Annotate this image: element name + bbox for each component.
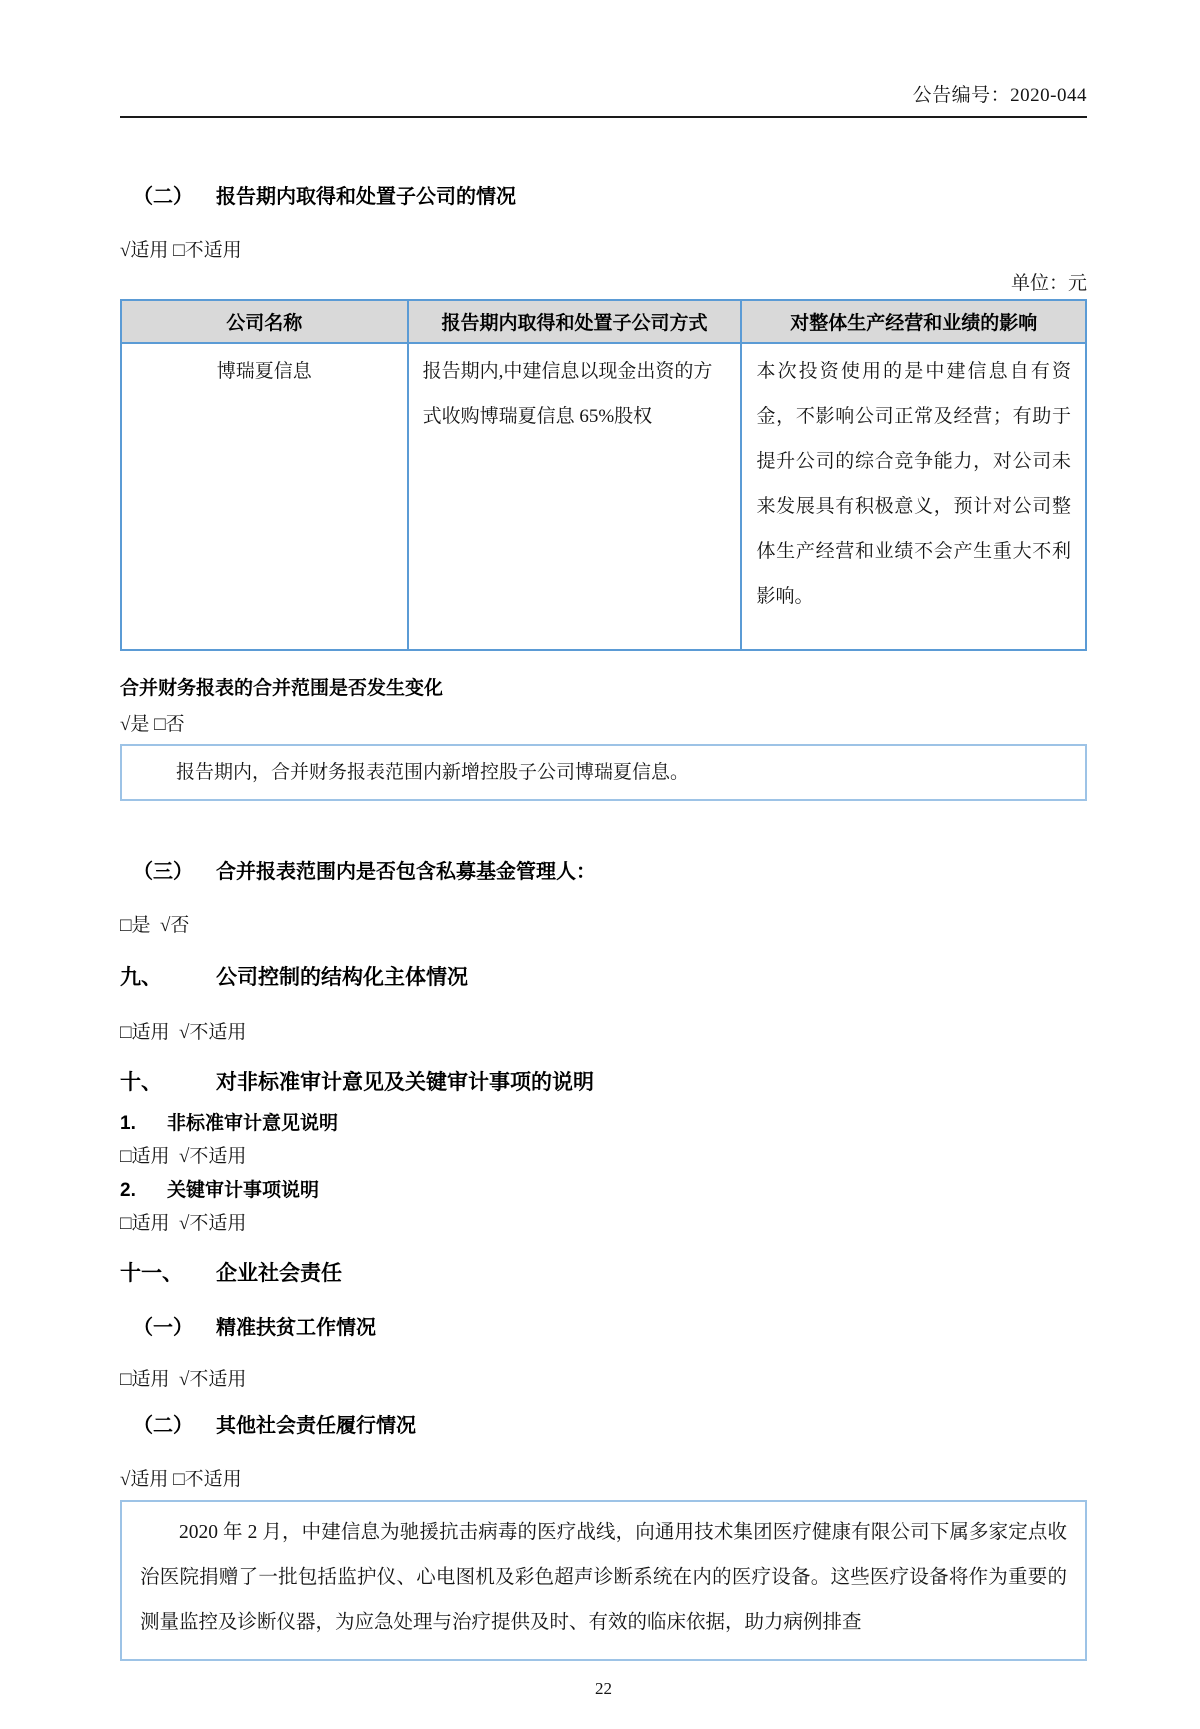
section-11-sub-2-applicability: √适用 □不适用 xyxy=(120,1469,242,1490)
section-10-item-1-applicability: □适用 √不适用 xyxy=(120,1146,247,1167)
consolidation-change-question: 合并财务报表的合并范围是否发生变化 xyxy=(120,678,444,699)
section-11-sub-1-title: 精准扶贫工作情况 xyxy=(216,1317,376,1339)
consolidation-change-answer: √是 □否 xyxy=(120,714,185,735)
section-2-heading xyxy=(120,180,1087,209)
section-3-title: 合并报表范围内是否包含私募基金管理人： xyxy=(216,861,596,883)
section-11-sub-1-applicability: □适用 √不适用 xyxy=(120,1369,247,1390)
section-10-item-1-heading xyxy=(120,1108,1087,1135)
document-header xyxy=(120,80,1087,118)
announcement-number: 公告编号：2020-044 xyxy=(912,85,1087,106)
section-11-heading xyxy=(120,1257,1087,1287)
section-2-applicability: √适用 □不适用 xyxy=(120,240,242,261)
column-header-impact: 对整体生产经营和业绩的影响 xyxy=(741,300,1086,343)
cell-acquisition-method: 报告期内,中建信息以现金出资的方式收购博瑞夏信息 65%股权 xyxy=(408,343,742,650)
section-10-item-2-heading xyxy=(120,1175,1087,1202)
social-responsibility-note-text: 2020 年 2 月，中建信息为驰援抗击病毒的医疗战线，向通用技术集团医疗健康有限公司下属多家定点收治医院捐赠了一批包括监护仪、心电图机及彩色超声诊断系统在内的医疗设备。这些医疗设备将作为重要的测量监控及诊断仪器，为应急处理与治疗提供及时、有效的临床依据，助力病例排查 xyxy=(140,1522,1067,1633)
unit-label: 单位：元 xyxy=(1010,273,1087,294)
column-header-company: 公司名称 xyxy=(121,300,408,343)
section-3-number: （三） xyxy=(133,861,193,883)
section-10-item-2-applicability: □适用 √不适用 xyxy=(120,1213,247,1234)
section-9-number: 九、 xyxy=(120,966,162,989)
section-3-answer: □是 √否 xyxy=(120,915,190,936)
section-10-item-1-number: 1. xyxy=(120,1113,136,1134)
section-9-heading xyxy=(120,961,1087,991)
table-row xyxy=(121,343,1086,650)
cell-impact: 本次投资使用的是中建信息自有资金，不影响公司正常及经营；有助于提升公司的综合竞争能力，对公司未来发展具有积极意义，预计对公司整体生产经营和业绩不会产生重大不利影响。 xyxy=(741,343,1086,650)
cell-company-name: 博瑞夏信息 xyxy=(121,343,408,650)
section-10-title: 对非标准审计意见及关键审计事项的说明 xyxy=(216,1071,594,1094)
consolidation-change-note-box xyxy=(120,744,1087,801)
section-11-title: 企业社会责任 xyxy=(216,1262,342,1285)
section-11-number: 十一、 xyxy=(120,1262,183,1285)
section-9-title: 公司控制的结构化主体情况 xyxy=(216,966,468,989)
section-11-sub-2-title: 其他社会责任履行情况 xyxy=(216,1415,416,1437)
section-3-heading xyxy=(120,855,1087,884)
section-11-sub-2-heading xyxy=(120,1409,1087,1438)
section-11-sub-1-heading xyxy=(120,1311,1087,1340)
section-10-item-2-number: 2. xyxy=(120,1180,136,1201)
section-10-item-2-title: 关键审计事项说明 xyxy=(167,1180,320,1201)
section-10-number: 十、 xyxy=(120,1071,162,1094)
section-10-item-1-title: 非标准审计意见说明 xyxy=(167,1113,339,1134)
section-2-title: 报告期内取得和处置子公司的情况 xyxy=(216,186,516,208)
consolidation-change-note-text: 报告期内，合并财务报表范围内新增控股子公司博瑞夏信息。 xyxy=(176,762,690,783)
section-11-sub-1-number: （一） xyxy=(133,1317,193,1339)
page-number: 22 xyxy=(595,1679,612,1698)
subsidiary-table xyxy=(120,299,1087,651)
table-header-row xyxy=(121,300,1086,343)
column-header-method: 报告期内取得和处置子公司方式 xyxy=(408,300,742,343)
social-responsibility-note-box xyxy=(120,1500,1087,1661)
section-10-heading xyxy=(120,1066,1087,1096)
section-2-number: （二） xyxy=(133,186,193,208)
section-9-applicability: □适用 √不适用 xyxy=(120,1022,247,1043)
section-11-sub-2-number: （二） xyxy=(133,1415,193,1437)
